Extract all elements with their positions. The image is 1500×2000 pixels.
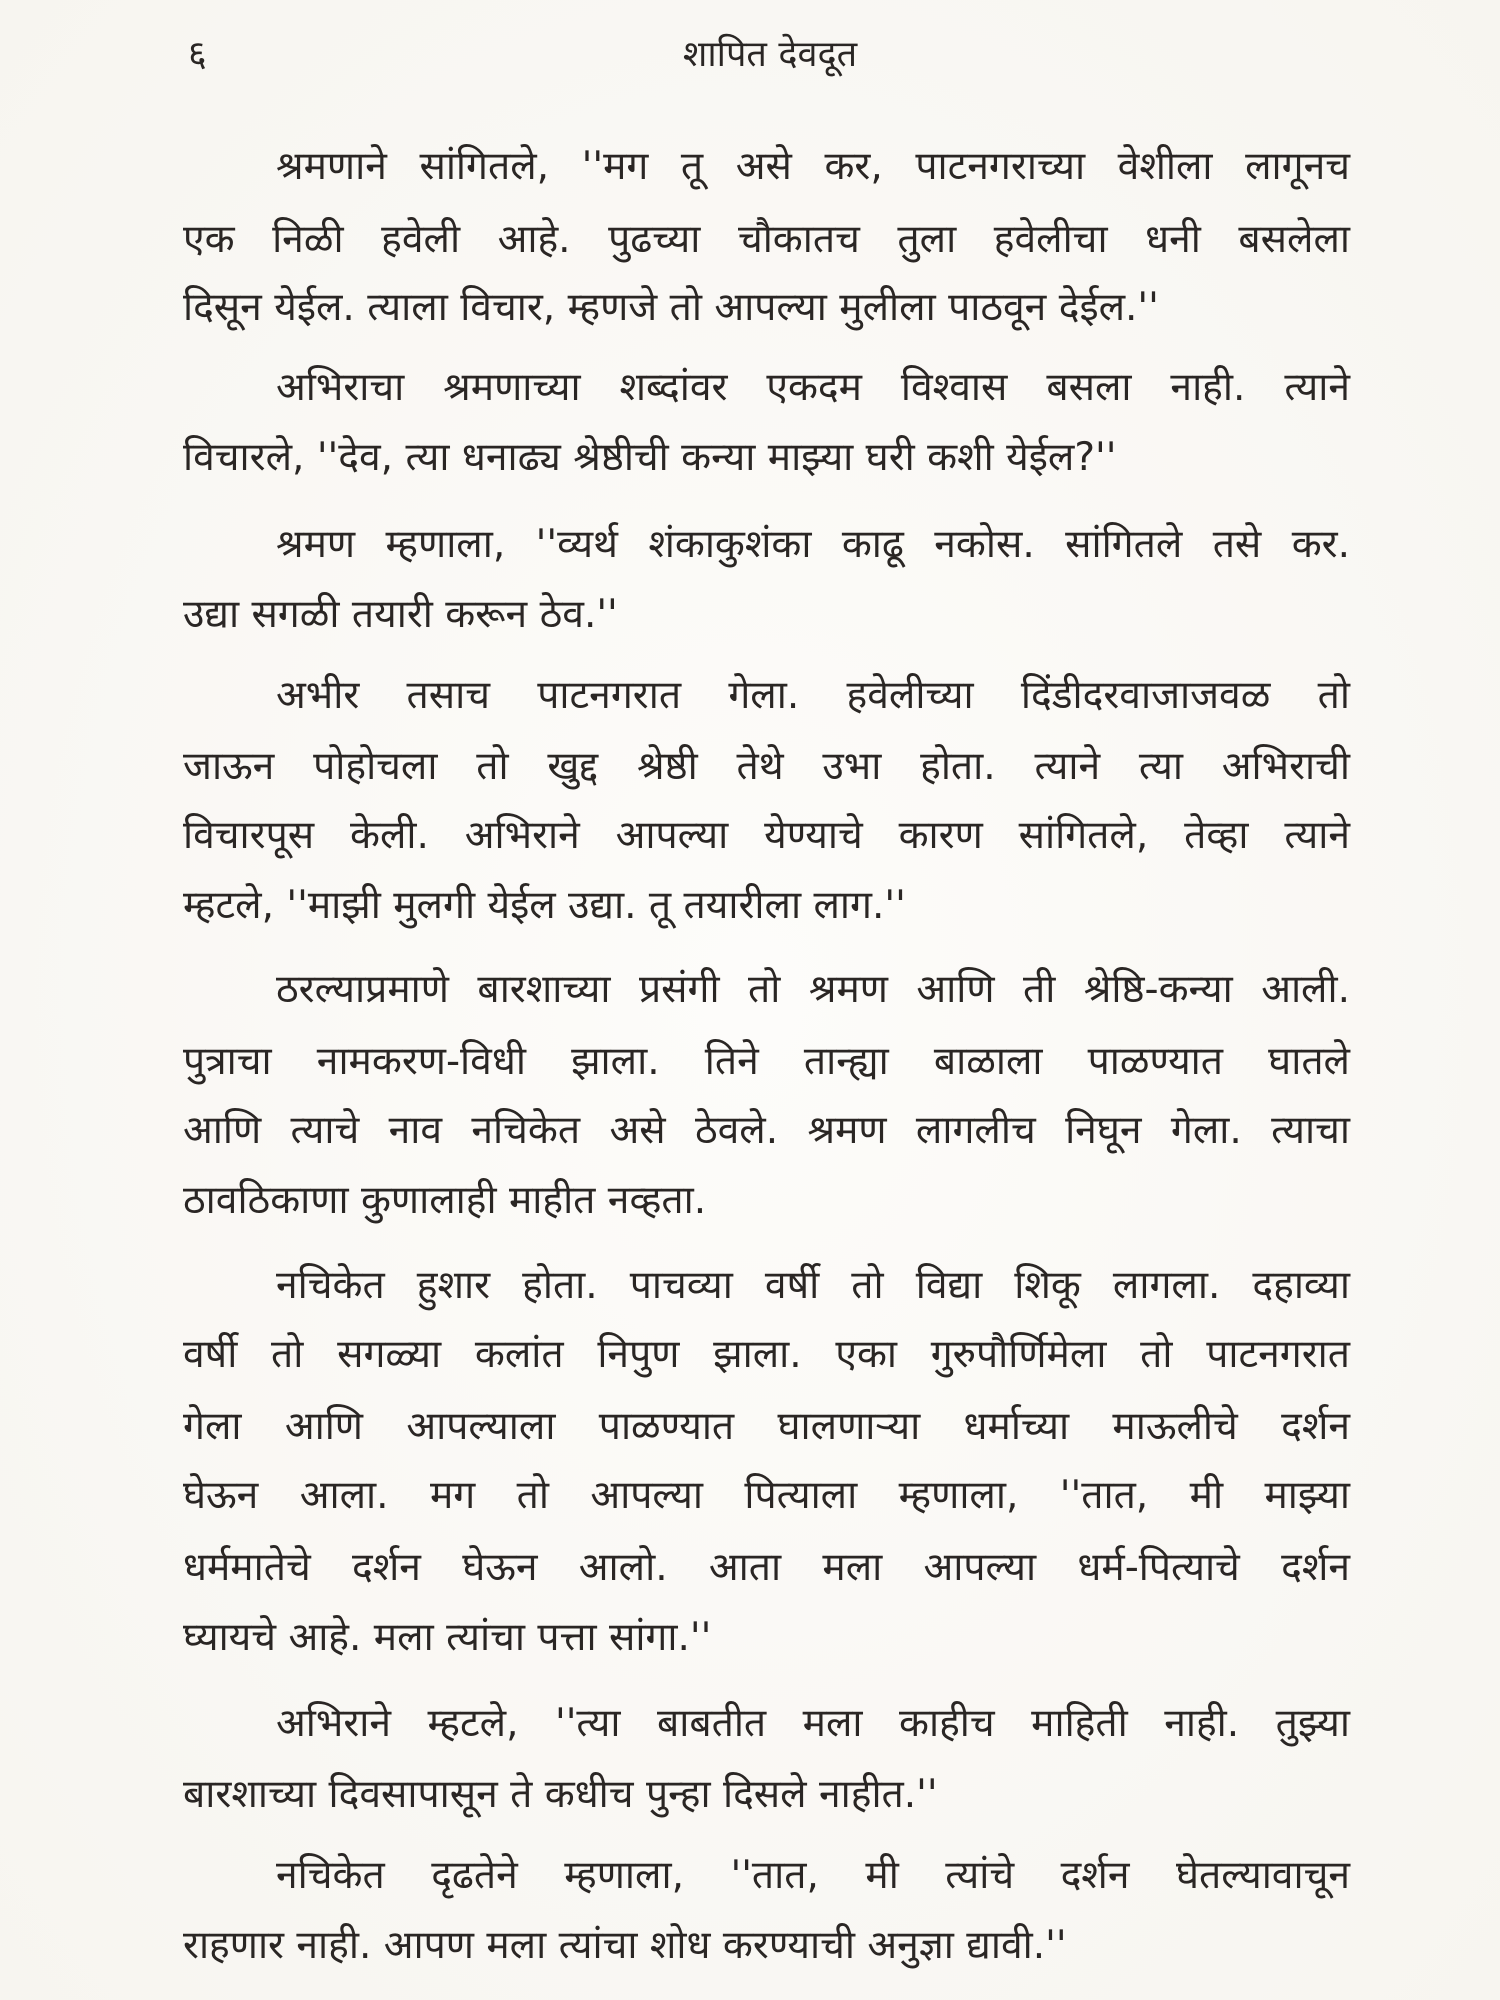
- text-line: वर्षी तो सगळ्या कलांत निपुण झाला. एका गुरुपौर्णिमेला तो पाटनगरात: [183, 1332, 1350, 1377]
- text-line: विचारले, ''देव, त्या धनाढ्य श्रेष्ठीची कन्या माझ्या घरी कशी येईल?'': [183, 435, 1117, 480]
- text-line: नचिकेत दृढतेने म्हणाला, ''तात, मी त्यांचे दर्शन घेतल्यावाचून: [276, 1853, 1350, 1898]
- text-line: धर्ममातेचे दर्शन घेऊन आलो. आता मला आपल्या धर्म-पित्याचे दर्शन: [183, 1545, 1350, 1590]
- text-line: श्रमण म्हणाला, ''व्यर्थ शंकाकुशंका काढू नकोस. सांगितले तसे कर.: [276, 522, 1350, 567]
- text-line: उद्या सगळी तयारी करून ठेव.'': [183, 592, 618, 637]
- text-line: विचारपूस केली. अभिराने आपल्या येण्याचे कारण सांगितले, तेव्हा त्याने: [183, 813, 1350, 858]
- text-line: एक निळी हवेली आहे. पुढच्या चौकातच तुला हवेलीचा धनी बसलेला: [183, 217, 1350, 262]
- page-number: ६: [188, 34, 207, 75]
- text-line: अभिराचा श्रमणाच्या शब्दांवर एकदम विश्वास बसला नाही. त्याने: [276, 365, 1350, 410]
- text-line: आणि त्याचे नाव नचिकेत असे ठेवले. श्रमण लागलीच निघून गेला. त्याचा: [183, 1108, 1350, 1153]
- text-line: अभिराने म्हटले, ''त्या बाबतीत मला काहीच माहिती नाही. तुझ्या: [276, 1701, 1350, 1746]
- text-line: नचिकेत हुशार होता. पाचव्या वर्षी तो विद्या शिकू लागला. दहाव्या: [276, 1263, 1350, 1308]
- text-line: अभीर तसाच पाटनगरात गेला. हवेलीच्या दिंडीदरवाजाजवळ तो: [276, 673, 1350, 718]
- text-line: ठावठिकाणा कुणालाही माहीत नव्हता.: [183, 1178, 707, 1223]
- text-line: पुत्राचा नामकरण-विधी झाला. तिने तान्ह्या बाळाला पाळण्यात घातले: [183, 1039, 1350, 1084]
- text-line: गेला आणि आपल्याला पाळण्यात घालणाऱ्या धर्माच्या माऊलीचे दर्शन: [183, 1404, 1350, 1449]
- text-line: श्रमणाने सांगितले, ''मग तू असे कर, पाटनगराच्या वेशीला लागूनच: [276, 144, 1350, 189]
- text-line: घ्यायचे आहे. मला त्यांचा पत्ता सांगा.'': [183, 1615, 712, 1660]
- text-line: दिसून येईल. त्याला विचार, म्हणजे तो आपल्या मुलीला पाठवून देईल.'': [183, 285, 1159, 330]
- text-line: घेऊन आला. मग तो आपल्या पित्याला म्हणाला, ''तात, मी माझ्या: [183, 1473, 1350, 1518]
- text-line: ठरल्याप्रमाणे बारशाच्या प्रसंगी तो श्रमण आणि ती श्रेष्ठि-कन्या आली.: [276, 967, 1350, 1012]
- text-line: राहणार नाही. आपण मला त्यांचा शोध करण्याची अनुज्ञा द्यावी.'': [183, 1923, 1067, 1968]
- running-title: शापित देवदूत: [682, 34, 858, 75]
- text-line: जाऊन पोहोचला तो खुद्द श्रेष्ठी तेथे उभा होता. त्याने त्या अभिराची: [183, 744, 1350, 789]
- text-line: बारशाच्या दिवसापासून ते कधीच पुन्हा दिसले नाहीत.'': [183, 1772, 938, 1817]
- text-line: म्हटले, ''माझी मुलगी येईल उद्या. तू तयारीला लाग.'': [183, 883, 906, 928]
